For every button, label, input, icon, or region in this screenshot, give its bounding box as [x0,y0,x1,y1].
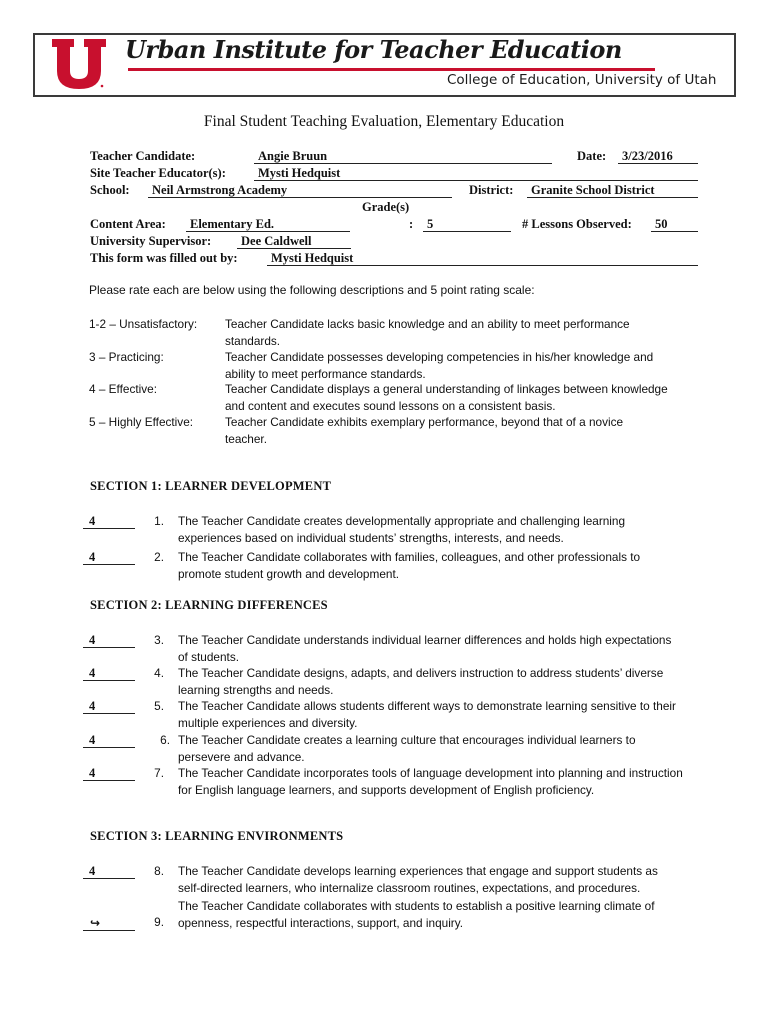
district-field[interactable]: Granite School District [527,183,698,198]
item-number: 3. [154,633,164,647]
item-number: 4. [154,666,164,680]
grade-label: Grade(s) [362,200,410,214]
item-text: The Teacher Candidate understands individual learner differences and holds high expectations of students. [178,633,672,664]
item-text: The Teacher Candidate creates a learning culture that encourages individual learners to persevere and advance. [178,733,636,764]
rating-field[interactable]: 4 [83,549,135,565]
item-number: 9. [154,915,164,929]
college-name: College of Education, University of Utah [447,72,717,88]
rating-field[interactable]: 4 [83,632,135,648]
filled-by-label: This form was filled out by: [90,251,238,265]
item-text: The Teacher Candidate collaborates with students to establish a positive learning climate of openness, respectful interactions, support, and inquiry. [178,899,655,930]
rating-field[interactable]: 4 [83,863,135,879]
item-number: 8. [154,864,164,878]
scale-key: 5 – Highly Effective: [89,415,194,429]
item-number: 7. [154,766,164,780]
institute-name: Urban Institute for Teacher Education [125,35,622,64]
rating-field[interactable]: 4 [83,698,135,714]
scale-desc: Teacher Candidate displays a general understanding of linkages between knowledge and content and executes sound lessons on a consistent basis. [225,382,668,413]
lessons-label: # Lessons Observed: [522,217,632,231]
supervisor-field[interactable]: Dee Caldwell [237,234,351,249]
date-field[interactable]: 3/23/2016 [618,149,698,164]
school-field[interactable]: Neil Armstrong Academy [148,183,452,198]
section-heading: SECTION 2: LEARNING DIFFERENCES [90,598,328,612]
rating-field[interactable]: 4 [83,513,135,529]
item-text: The Teacher Candidate designs, adapts, and delivers instruction to address students’ diverse learning strengths and needs. [178,666,664,697]
scale-desc: Teacher Candidate possesses developing competencies in his/her knowledge and ability to meet performance standards. [225,350,654,381]
scale-key: 4 – Effective: [89,382,157,396]
ink-mark-icon: ↪ [90,916,101,930]
date-label: Date: [577,149,607,163]
item-number: 5. [154,699,164,713]
scale-key: 1-2 – Unsatisfactory: [89,317,198,331]
content-area-field[interactable]: Elementary Ed. [186,217,350,232]
grade-colon: : [409,217,414,231]
grade-field[interactable]: 5 [423,217,511,232]
form-title: Final Student Teaching Evaluation, Elementary Education [203,113,565,130]
school-label: School: [90,183,130,197]
rating-field[interactable]: 4 [83,765,135,781]
supervisor-label: University Supervisor: [90,234,212,248]
section-heading: SECTION 3: LEARNING ENVIRONMENTS [90,829,344,843]
candidate-label: Teacher Candidate: [90,149,196,163]
university-u-logo [50,37,108,91]
content-area-label: Content Area: [90,217,166,231]
item-text: The Teacher Candidate develops learning experiences that engage and support students as self-directed learners, who internalize classroom routines, expectations, and procedures. [178,864,658,895]
item-number: 6. [160,733,170,747]
scale-desc: Teacher Candidate lacks basic knowledge and an ability to meet performance standards. [225,317,630,348]
scale-desc: Teacher Candidate exhibits exemplary performance, beyond that of a novice teacher. [225,415,624,446]
site-educator-field[interactable]: Mysti Hedquist [254,166,698,181]
district-label: District: [469,183,514,197]
item-number: 1. [154,514,164,528]
filled-by-field[interactable]: Mysti Hedquist [267,251,698,266]
header-red-rule [128,68,655,71]
item-text: The Teacher Candidate collaborates with families, colleagues, and other professionals to promote student growth and development. [178,550,641,581]
candidate-field[interactable]: Angie Bruun [254,149,552,164]
scale-key: 3 – Practicing: [89,350,164,364]
item-number: 2. [154,550,164,564]
item-text: The Teacher Candidate creates developmentally appropriate and challenging learning experiences based on individual students’ strengths, interests, and needs. [178,514,626,545]
instructions: Please rate each are below using the following descriptions and 5 point rating scale: [89,283,535,297]
site-educator-label: Site Teacher Educator(s): [90,166,226,180]
rating-field[interactable]: 4 [83,732,135,748]
lessons-field[interactable]: 50 [651,217,698,232]
item-text: The Teacher Candidate incorporates tools of language development into planning and instruction for English language learners, and supports development of English proficiency. [178,766,683,797]
item-text: The Teacher Candidate allows students different ways to demonstrate learning sensitive to their multiple experiences and diversity. [178,699,676,730]
rating-field[interactable]: 4 [83,665,135,681]
section-heading: SECTION 1: LEARNER DEVELOPMENT [90,479,332,493]
